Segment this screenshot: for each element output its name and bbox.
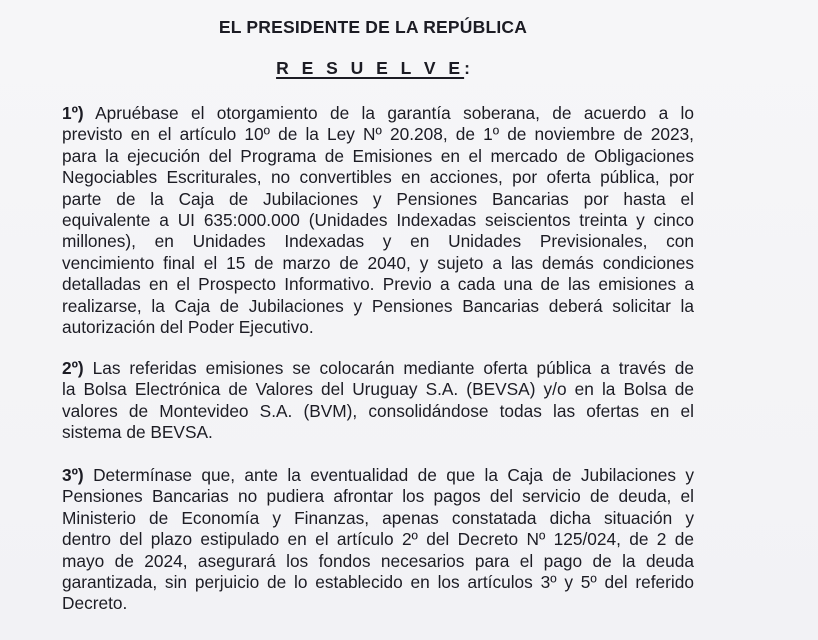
article-line: detalladas en el Prospecto Informativo. Previo a cada una de las emisiones a xyxy=(62,274,694,295)
article-line: garantizada, sin perjuicio de lo establecido en los artículos 3º y 5º del referido xyxy=(62,572,694,593)
article-line: Decreto. xyxy=(62,593,128,614)
resolves-heading xyxy=(0,58,784,79)
article-line: parte de la Caja de Jubilaciones y Pensiones Bancarias por hasta el xyxy=(62,188,694,209)
article-line: sistema de BEVSA. xyxy=(62,422,213,443)
article-line: equivalente a UI 635:000.000 (Unidades Indexadas seiscientos treinta y cinco xyxy=(62,210,694,231)
article-line: Pensiones Bancarias no pudiera afrontar los pagos del servicio de deuda, el xyxy=(62,486,694,507)
article-number: 1º) xyxy=(62,103,84,123)
article-number: 2º) xyxy=(62,358,84,378)
article-line: Ministerio de Economía y Finanzas, apenas constatada dicha situación y xyxy=(62,507,694,528)
resolves-heading-colon: : xyxy=(464,58,474,78)
article-line: para la ejecución del Programa de Emisiones en el mercado de Obligaciones xyxy=(62,145,694,166)
article-line: la Bolsa Electrónica de Valores del Uruguay S.A. (BEVSA) y/o en la Bolsa de xyxy=(62,379,694,400)
article-3 xyxy=(62,465,694,615)
article-line: previsto en el artículo 10º de la Ley Nº 20.208, de 1º de noviembre de 2023, xyxy=(62,124,694,145)
article-line: 2º) Las referidas emisiones se colocarán mediante oferta pública a través de xyxy=(62,358,694,378)
article-line: mayo de 2024, asegurará los fondos necesarios para el pago de la deuda xyxy=(62,550,694,571)
article-line: autorización del Poder Ejecutivo. xyxy=(62,317,314,338)
article-line: millones), en Unidades Indexadas y en Unidades Previsionales, con xyxy=(62,231,694,252)
article-1 xyxy=(62,103,694,338)
article-number: 3º) xyxy=(62,465,84,485)
article-line: dentro del plazo estipulado en el artículo 2º del Decreto Nº 125/024, de 2 de xyxy=(62,529,694,550)
document-title: EL PRESIDENTE DE LA REPÚBLICA xyxy=(218,17,528,37)
resolves-heading-word: R E S U E L V E xyxy=(276,58,465,78)
article-line: realizarse, la Caja de Jubilaciones y Pensiones Bancarias deberá solicitar la xyxy=(62,295,694,316)
article-line: 3º) Determínase que, ante la eventualidad de que la Caja de Jubilaciones y xyxy=(62,465,694,485)
article-line: 1º) Apruébase el otorgamiento de la garantía soberana, de acuerdo a lo xyxy=(62,103,694,123)
article-line: valores de Montevideo S.A. (BVM), consolidándose todas las ofertas en el xyxy=(62,400,694,421)
article-line: vencimiento final el 15 de marzo de 2040, y sujeto a las demás condiciones xyxy=(62,252,694,273)
article-line: Negociables Escriturales, no convertibles en acciones, por oferta pública, por xyxy=(62,167,694,188)
article-2 xyxy=(62,358,694,444)
